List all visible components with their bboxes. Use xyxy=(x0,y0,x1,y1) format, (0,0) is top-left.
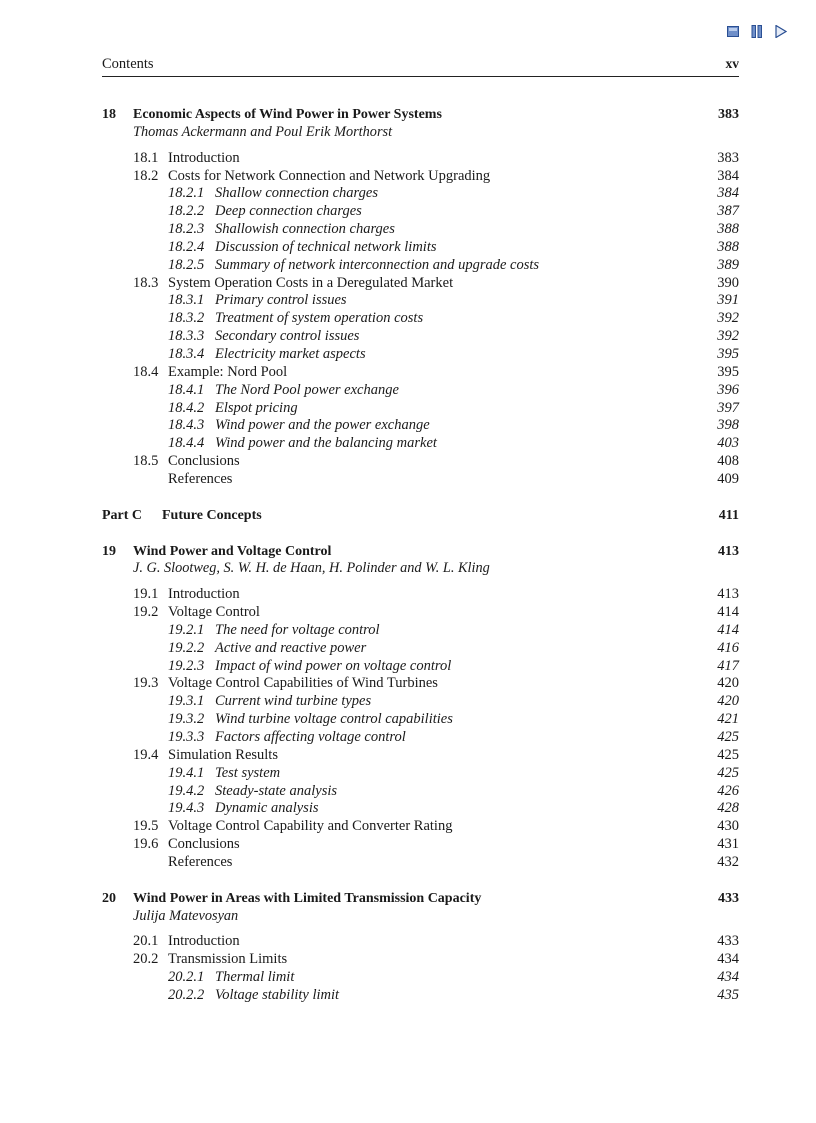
toc-section-entry[interactable] xyxy=(102,150,739,168)
entry-page: 390 xyxy=(717,274,739,291)
entry-title: Elspot pricing xyxy=(215,399,298,416)
entry-number: 18.3.1 xyxy=(168,292,205,309)
toc-section-entry[interactable] xyxy=(102,275,739,293)
entry-page: 389 xyxy=(717,256,739,273)
entry-number: 18.2.5 xyxy=(168,256,205,273)
chapter-authors: Thomas Ackermann and Poul Erik Morthorst xyxy=(133,123,393,140)
part-c-block xyxy=(102,507,739,525)
entry-number: 20.1 xyxy=(133,933,159,950)
toc-subsection-entry[interactable] xyxy=(102,800,739,818)
entry-number: 19.5 xyxy=(133,818,159,835)
entry-page: 387 xyxy=(717,203,739,220)
entry-page: 395 xyxy=(717,345,739,362)
entry-page: 408 xyxy=(717,453,739,470)
entry-page: 397 xyxy=(717,399,739,416)
entry-title: The Nord Pool power exchange xyxy=(215,381,399,398)
chapter-20-block xyxy=(102,890,739,1005)
entry-page: 384 xyxy=(717,185,739,202)
chapter-title: Wind Power and Voltage Control xyxy=(133,543,332,559)
entry-number: 19.3.2 xyxy=(168,711,205,728)
toc-subsection-entry[interactable] xyxy=(102,417,739,435)
entry-page: 395 xyxy=(717,363,739,380)
entry-page: 425 xyxy=(717,746,739,763)
entry-title: Costs for Network Connection and Network Upgrading xyxy=(168,167,491,184)
entry-number: 19.1 xyxy=(133,586,159,603)
toc-subsection-entry[interactable] xyxy=(102,622,739,640)
entry-title: Active and reactive power xyxy=(215,639,367,656)
chapter-heading[interactable] xyxy=(102,106,739,124)
entry-page: 432 xyxy=(717,853,739,870)
entry-page: 409 xyxy=(717,470,739,487)
toc-section-entry[interactable] xyxy=(102,604,739,622)
entry-number: 18.2.1 xyxy=(168,185,205,202)
entry-title: Shallowish connection charges xyxy=(215,221,395,238)
entry-number: 19.4 xyxy=(133,746,159,763)
toc-section-entry[interactable] xyxy=(102,586,739,604)
toc-section-entry[interactable] xyxy=(102,933,739,951)
entry-page: 428 xyxy=(717,800,739,817)
part-label: Part C xyxy=(102,507,143,523)
entry-title: Introduction xyxy=(168,149,240,166)
entry-page: 420 xyxy=(717,675,739,692)
entry-page: 425 xyxy=(717,764,739,781)
toc-subsection-entry[interactable] xyxy=(102,221,739,239)
chapter-title: Wind Power in Areas with Limited Transmission Capacity xyxy=(133,890,482,906)
entry-title: Voltage stability limit xyxy=(215,986,340,1003)
running-head-title: Contents xyxy=(102,56,154,72)
entry-number: 18.3.4 xyxy=(168,345,205,362)
toc-subsection-entry[interactable] xyxy=(102,328,739,346)
chapter-18-block xyxy=(102,106,739,489)
toc-section-entry[interactable] xyxy=(102,453,739,471)
entry-title: Treatment of system operation costs xyxy=(215,310,424,327)
entry-number: 20.2 xyxy=(133,951,159,968)
toc-subsection-entry[interactable] xyxy=(102,969,739,987)
entry-title: Steady-state analysis xyxy=(215,782,338,799)
entry-page: 396 xyxy=(717,381,739,398)
entry-title: System Operation Costs in a Deregulated Market xyxy=(168,274,454,291)
chapter-heading[interactable] xyxy=(102,543,739,561)
entry-title: Introduction xyxy=(168,933,240,950)
toc-section-entry[interactable] xyxy=(102,854,739,872)
entry-page: 416 xyxy=(717,639,739,656)
entry-title: Secondary control issues xyxy=(215,328,360,345)
chapter-19-block xyxy=(102,543,739,872)
entry-page: 403 xyxy=(717,435,739,452)
entry-title: Conclusions xyxy=(168,836,240,853)
chapter-heading[interactable] xyxy=(102,890,739,908)
toc-subsection-entry[interactable] xyxy=(102,987,739,1005)
entry-title: Introduction xyxy=(168,586,240,603)
toc-subsection-entry[interactable] xyxy=(102,783,739,801)
toc-subsection-entry[interactable] xyxy=(102,765,739,783)
toc-subsection-entry[interactable] xyxy=(102,435,739,453)
entry-title: Current wind turbine types xyxy=(215,693,372,710)
entry-number: 20.2.2 xyxy=(168,986,205,1003)
entry-title: Wind power and the power exchange xyxy=(215,417,430,434)
toc-subsection-entry[interactable] xyxy=(102,346,739,364)
chapter-authors: Julija Matevosyan xyxy=(133,907,239,924)
toc-section-entry[interactable] xyxy=(102,168,739,186)
toc-section-entry[interactable] xyxy=(102,364,739,382)
entry-number: 18.3.2 xyxy=(168,310,205,327)
entry-title: Shallow connection charges xyxy=(215,185,378,202)
entry-page: 414 xyxy=(717,621,739,638)
entry-page: 435 xyxy=(717,986,739,1003)
entry-page: 391 xyxy=(717,292,739,309)
entry-page: 384 xyxy=(717,167,739,184)
toc-section-entry[interactable] xyxy=(102,951,739,969)
entry-number: 19.4.3 xyxy=(168,800,205,817)
entry-number: 18.4.2 xyxy=(168,399,205,416)
chapter-number: 19 xyxy=(102,543,116,559)
entry-number: 19.3.1 xyxy=(168,693,205,710)
entry-page: 392 xyxy=(717,310,739,327)
entry-page: 420 xyxy=(717,693,739,710)
entry-page: 421 xyxy=(717,711,739,728)
chapter-title: Economic Aspects of Wind Power in Power Systems xyxy=(133,107,442,122)
entry-page: 417 xyxy=(717,657,739,674)
part-page: 411 xyxy=(718,507,739,523)
entry-title: Deep connection charges xyxy=(215,203,362,220)
entry-number: 18.4.3 xyxy=(168,417,205,434)
toc-subsection-entry[interactable] xyxy=(102,382,739,400)
chapter-page: 413 xyxy=(718,543,739,559)
entry-number: 18.1 xyxy=(133,149,159,166)
toc-subsection-entry[interactable] xyxy=(102,658,739,676)
entry-page: 426 xyxy=(717,782,739,799)
entry-number: 19.3 xyxy=(133,675,159,692)
entry-title: Primary control issues xyxy=(215,292,347,309)
entry-page: 388 xyxy=(717,221,739,238)
entry-number: 19.6 xyxy=(133,836,159,853)
entry-number: 19.2.2 xyxy=(168,639,205,656)
entry-page: 414 xyxy=(717,604,739,621)
entry-title: References xyxy=(168,470,233,487)
entry-number: 18.2.3 xyxy=(168,221,205,238)
entry-title: Impact of wind power on voltage control xyxy=(215,657,452,674)
entry-page: 430 xyxy=(717,818,739,835)
entry-page: 434 xyxy=(717,951,739,968)
entry-title: Simulation Results xyxy=(168,746,278,763)
entry-page: 433 xyxy=(717,933,739,950)
toc-section-entry[interactable] xyxy=(102,675,739,693)
entry-title: Discussion of technical network limits xyxy=(215,238,437,255)
toc-section-entry[interactable] xyxy=(102,471,739,489)
part-title: Future Concepts xyxy=(162,507,262,523)
toc-section-entry[interactable] xyxy=(102,747,739,765)
entry-title: Test system xyxy=(215,764,281,781)
entry-number: 18.2.2 xyxy=(168,203,205,220)
entry-page: 388 xyxy=(717,238,739,255)
entry-title: Summary of network interconnection and upgrade costs xyxy=(215,256,540,273)
chapter-number: 18 xyxy=(102,107,116,122)
table-of-contents xyxy=(102,106,739,1023)
entry-page: 398 xyxy=(717,417,739,434)
toc-subsection-entry[interactable] xyxy=(102,292,739,310)
entry-page: 392 xyxy=(717,328,739,345)
entry-title: Voltage Control xyxy=(168,604,260,621)
entry-title: The need for voltage control xyxy=(215,621,380,638)
toc-subsection-entry[interactable] xyxy=(102,400,739,418)
running-head-page-number: xv xyxy=(725,56,739,71)
entry-title: Dynamic analysis xyxy=(215,800,319,817)
entry-number: 19.4.1 xyxy=(168,764,205,781)
toc-subsection-entry[interactable] xyxy=(102,310,739,328)
entry-number: 18.3.3 xyxy=(168,328,205,345)
chapter-entries xyxy=(102,933,739,1004)
entry-page: 413 xyxy=(717,586,739,603)
entry-title: Wind power and the balancing market xyxy=(215,435,437,452)
entry-number: 19.4.2 xyxy=(168,782,205,799)
toc-subsection-entry[interactable] xyxy=(102,711,739,729)
entry-title: Thermal limit xyxy=(215,969,295,986)
chapter-number: 20 xyxy=(102,890,116,906)
entry-number: 19.3.3 xyxy=(168,729,205,745)
entry-number: 18.2.4 xyxy=(168,238,205,255)
entry-title: Wind turbine voltage control capabilities xyxy=(215,711,453,728)
toc-subsection-entry[interactable] xyxy=(102,203,739,221)
entry-number: 18.5 xyxy=(133,453,159,470)
toc-subsection-entry[interactable] xyxy=(102,729,739,747)
entry-number: 18.4 xyxy=(133,363,159,380)
entry-page: 431 xyxy=(717,836,739,853)
entry-number: 19.2.1 xyxy=(168,621,205,638)
running-head xyxy=(102,56,739,77)
entry-number: 18.4.1 xyxy=(168,381,205,398)
entry-number: 18.3 xyxy=(133,274,159,291)
stop-icon[interactable] xyxy=(726,24,740,38)
part-heading[interactable] xyxy=(102,507,739,525)
play-icon[interactable] xyxy=(774,24,788,38)
entry-title: Voltage Control Capabilities of Wind Turbines xyxy=(168,675,438,692)
toc-subsection-entry[interactable] xyxy=(102,185,739,203)
viewer-controls xyxy=(726,24,788,38)
entry-number: 18.2 xyxy=(133,167,159,184)
chapter-entries xyxy=(102,586,739,872)
entry-page: 425 xyxy=(717,729,739,745)
toc-section-entry[interactable] xyxy=(102,836,739,854)
entry-number: 19.2 xyxy=(133,604,159,621)
entry-title: References xyxy=(168,853,233,870)
entry-number: 19.2.3 xyxy=(168,657,205,674)
toc-section-entry[interactable] xyxy=(102,818,739,836)
entry-title: Electricity market aspects xyxy=(215,345,366,362)
entry-page: 434 xyxy=(717,969,739,986)
pause-icon[interactable] xyxy=(750,24,764,38)
entry-title: Voltage Control Capability and Converter Rating xyxy=(168,818,453,835)
toc-subsection-entry[interactable] xyxy=(102,239,739,257)
chapter-page: 383 xyxy=(718,107,739,122)
chapter-authors: J. G. Slootweg, S. W. H. de Haan, H. Polinder and W. L. Kling xyxy=(133,560,490,577)
entry-title: Transmission Limits xyxy=(168,951,288,968)
toc-subsection-entry[interactable] xyxy=(102,640,739,658)
entry-number: 20.2.1 xyxy=(168,969,205,986)
entry-title: Conclusions xyxy=(168,453,240,470)
entry-title: Factors affecting voltage control xyxy=(215,729,406,745)
chapter-page: 433 xyxy=(718,890,739,906)
chapter-entries xyxy=(102,150,739,489)
toc-subsection-entry[interactable] xyxy=(102,257,739,275)
entry-page: 383 xyxy=(717,149,739,166)
entry-title: Example: Nord Pool xyxy=(168,363,288,380)
entry-number: 18.4.4 xyxy=(168,435,205,452)
toc-subsection-entry[interactable] xyxy=(102,693,739,711)
